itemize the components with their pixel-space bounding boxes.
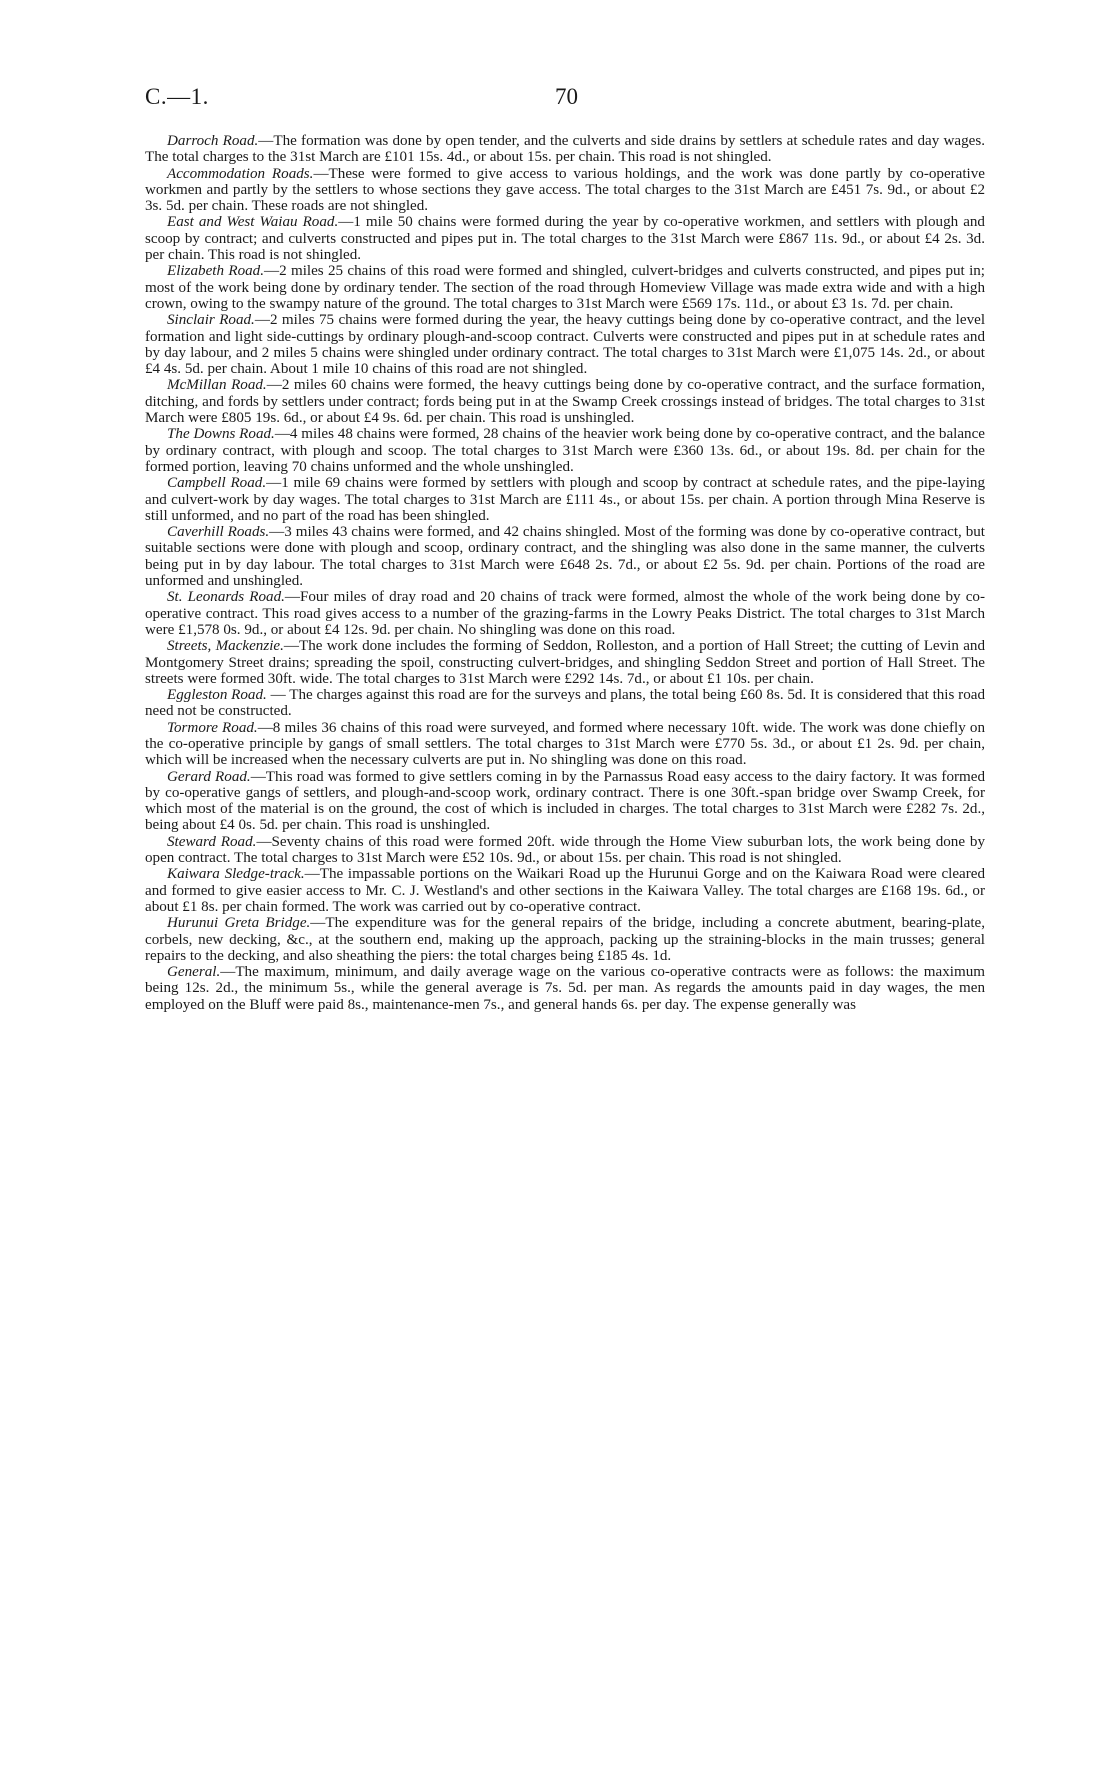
paragraph-text: — The charges against this road are for the surveys and plans, the total being £60 8s. 5d. It is considered that this road need not be constructed. bbox=[145, 687, 986, 720]
paragraph-heading: St. Leonards Road. bbox=[167, 589, 285, 606]
paragraph-text: —3 miles 43 chains were formed, and 42 chains shingled. Most of the forming was done by co-operative contract, but suitable sections were done with plough and scoop, ordinary contract, and the shingling was also done in the same manner, the culverts being put in by day labour. The total charges to 31st March were £648 2s. 7d., or about £2 5s. 9d. per chain. Portions of the road are unformed and unshingled. bbox=[145, 524, 985, 590]
paragraph-text: —The expenditure was for the general repairs of the bridge, including a concrete abutment, bearing-plate, corbels, new decking, &c., at the southern end, making up the approach, packing up the straining-blocks in the main trusses; general repairs to the decking, and also sheathing the piers: the total charges being £185 4s. 1d. bbox=[145, 915, 985, 964]
paragraph-streets-mackenzie bbox=[145, 638, 985, 687]
paragraph-gerard-road bbox=[145, 769, 985, 834]
paragraph-text: —2 miles 75 chains were formed during the year, the heavy cuttings being done by co-operative contract, and the level formation and light side-cuttings by ordinary plough-and-scoop contract. Culverts were constructed and pipes put in at schedule rates and by day labour, and 2 miles 5 chains were shingled under ordinary contract. The total charges to 31st March were £1,075 14s. 2d., or about £4 4s. 5d. per chain. About 1 mile 10 chains of this road are not shingled. bbox=[145, 312, 986, 378]
paragraph-heading: Caverhill Roads. bbox=[167, 524, 270, 541]
paragraph-st-leonards-road bbox=[145, 589, 985, 638]
document-reference: C.—1. bbox=[145, 84, 209, 109]
paragraph-heading: Kaiwara Sledge-track. bbox=[167, 866, 305, 883]
paragraph-campbell-road bbox=[145, 475, 985, 524]
paragraph-text: —4 miles 48 chains were formed, 28 chains of the heavier work being done by co-operative contract, and the balance by ordinary contract, with plough and scoop. The total charges to 31st March were £360 13s. 6d., or about 19s. 8d. per chain for the formed portion, leaving 70 chains unformed and the whole unshingled. bbox=[145, 426, 985, 475]
paragraph-heading: Hurunui Greta Bridge. bbox=[167, 915, 311, 932]
paragraph-kaiwara-sledge-track bbox=[145, 866, 985, 915]
paragraph-text: —The maximum, minimum, and daily average wage on the various co-operative contracts were as follows: the maximum being 12s. 2d., the minimum 5s., while the general average is 7s. 5d. per man. As regards the amounts paid in day wages, the men employed on the Bluff were paid 8s., maintenance-men 7s., and general hands 6s. per day. The expense generally was bbox=[145, 964, 985, 1013]
paragraph-text: —2 miles 60 chains were formed, the heavy cuttings being done by co-operative contract, and the surface formation, ditching, and fords by settlers under contract; fords being put in at the Swamp Creek crossings instead of bridges. The total charges to 31st March were £805 19s. 6d., or about £4 9s. 6d. per chain. This road is unshingled. bbox=[145, 377, 985, 427]
paragraph-caverhill-roads bbox=[145, 524, 985, 589]
paragraph-hurunui-greta-bridge bbox=[145, 915, 985, 964]
paragraph-sinclair-road bbox=[145, 312, 985, 377]
paragraph-heading: The Downs Road. bbox=[167, 426, 275, 443]
paragraph-the-downs-road bbox=[145, 426, 985, 475]
paragraph-heading: Steward Road. bbox=[167, 833, 257, 850]
paragraph-darroch-road bbox=[145, 133, 985, 166]
paragraph-text: —Four miles of dray road and 20 chains of track were formed, almost the whole of the work being done by co-operative contract. This road gives access to a number of the grazing-farms in the Lowry Peaks District. The total charges to 31st March were £1,578 0s. 9d., or about £4 12s. 9d. per chain. No shingling was done on this road. bbox=[145, 589, 985, 638]
page-header bbox=[145, 84, 980, 114]
paragraph-elizabeth-road bbox=[145, 263, 985, 312]
paragraph-heading: Darroch Road. bbox=[167, 133, 259, 149]
paragraph-text: —Seventy chains of this road were formed 20ft. wide through the Home View suburban lots, the work being done by open contract. The total charges to 31st March were £52 10s. 9d., or about 15s. per chain. This road is not shingled. bbox=[145, 833, 986, 867]
paragraph-heading: Accommodation Roads. bbox=[167, 165, 314, 182]
paragraph-text: —This road was formed to give settlers coming in by the Parnassus Road easy access to the dairy factory. It was formed by co-operative gangs of settlers, and plough-and-scoop work, ordinary contract. There is one 30ft.-span bridge over Swamp Creek, for which most of the material is on the ground, the cost of which is included in charges. The total charges to 31st March were £282 7s. 2d., being about £4 0s. 5d. per chain. This road is unshingled. bbox=[145, 768, 986, 834]
paragraph-heading: Sinclair Road. bbox=[167, 312, 255, 329]
paragraph-text: —1 mile 50 chains were formed during the year by co-operative workmen, and settlers with plough and scoop by contract; and culverts constructed and pipes put in. The total charges to the 31st March were £867 11s. 9d., or about £4 2s. 3d. per chain. This road is not shingled. bbox=[145, 214, 985, 264]
paragraph-heading: Streets, Mackenzie. bbox=[167, 638, 284, 655]
paragraph-heading: General. bbox=[167, 964, 221, 981]
paragraph-text: —1 mile 69 chains were formed by settlers with plough and scoop by contract at schedule rates, and the pipe-laying and culvert-work by day wages. The total charges to 31st March are £111 4s., or about 15s. per chain. A portion through Mina Reserve is still unformed, and no part of the road has been shingled. bbox=[145, 475, 986, 524]
page-number: 70 bbox=[555, 84, 578, 109]
paragraph-text: —The work done includes the forming of Seddon, Rolleston, and a portion of Hall Street; the cutting of Levin and Montgomery Street drains; spreading the spoil, constructing culvert-bridges, and shingling Seddon Street and portion of Hall Street. The streets were formed 30ft. wide. The total charges to 31st March were £292 14s. 7d., or about £1 10s. per chain. bbox=[145, 638, 986, 687]
paragraph-text: —8 miles 36 chains of this road were surveyed, and formed where necessary 10ft. wide. The work was done chiefly on the co-operative principle by gangs of small settlers. The total charges to 31st March were £770 5s. 3d., or about £1 2s. 9d. per chain, which will be increased when the necessary culverts are put in. No shingling was done on this road. bbox=[145, 719, 985, 769]
paragraph-heading: Elizabeth Road. bbox=[167, 263, 264, 280]
paragraph-text: —The impassable portions on the Waikari Road up the Hurunui Gorge and on the Kaiwara Road were cleared and formed to give easier access to Mr. C. J. Westland's and other sections in the Kaiwara Valley. The total charges are £168 19s. 6d., or about £1 8s. per chain formed. The work was carried out by co-operative contract. bbox=[145, 866, 986, 915]
paragraph-tormore-road bbox=[145, 720, 985, 769]
body-text bbox=[145, 133, 985, 1013]
paragraph-eggleston-road bbox=[145, 687, 985, 720]
paragraph-heading: Eggleston Road. bbox=[167, 687, 267, 704]
paragraph-text: —The formation was done by open tender, and the culverts and side drains by settlers at schedule rates and day wages. The total charges to the 31st March are £101 15s. 4d., or about 15s. per chain. This road is not shingled. bbox=[145, 133, 985, 166]
paragraph-heading: East and West Waiau Road. bbox=[167, 214, 339, 231]
paragraph-steward-road bbox=[145, 834, 985, 867]
paragraph-heading: Campbell Road. bbox=[167, 475, 267, 492]
paragraph-text: —These were formed to give access to various holdings, and the work was done partly by co-operative workmen and partly by the settlers to whose sections they gave access. The total charges to the 31st March are £451 7s. 9d., or about £2 3s. 5d. per chain. These roads are not shingled. bbox=[145, 165, 985, 215]
paragraph-text: —2 miles 25 chains of this road were formed and shingled, culvert-bridges and culverts constructed, and pipes put in; most of the work being done by ordinary tender. The section of the road through Homeview Village was made extra wide and with a high crown, owing to the swampy nature of the ground. The total charges to 31st March were £569 17s. 11d., or about £3 1s. 7d. per chain. bbox=[145, 263, 985, 312]
paragraph-mcmillan-road bbox=[145, 377, 985, 426]
paragraph-accommodation-roads bbox=[145, 166, 985, 215]
paragraph-heading: McMillan Road. bbox=[167, 377, 267, 394]
paragraph-general bbox=[145, 964, 985, 1013]
paragraph-heading: Gerard Road. bbox=[167, 768, 251, 785]
paragraph-heading: Tormore Road. bbox=[167, 719, 258, 736]
paragraph-east-west-waiau-road bbox=[145, 214, 985, 263]
